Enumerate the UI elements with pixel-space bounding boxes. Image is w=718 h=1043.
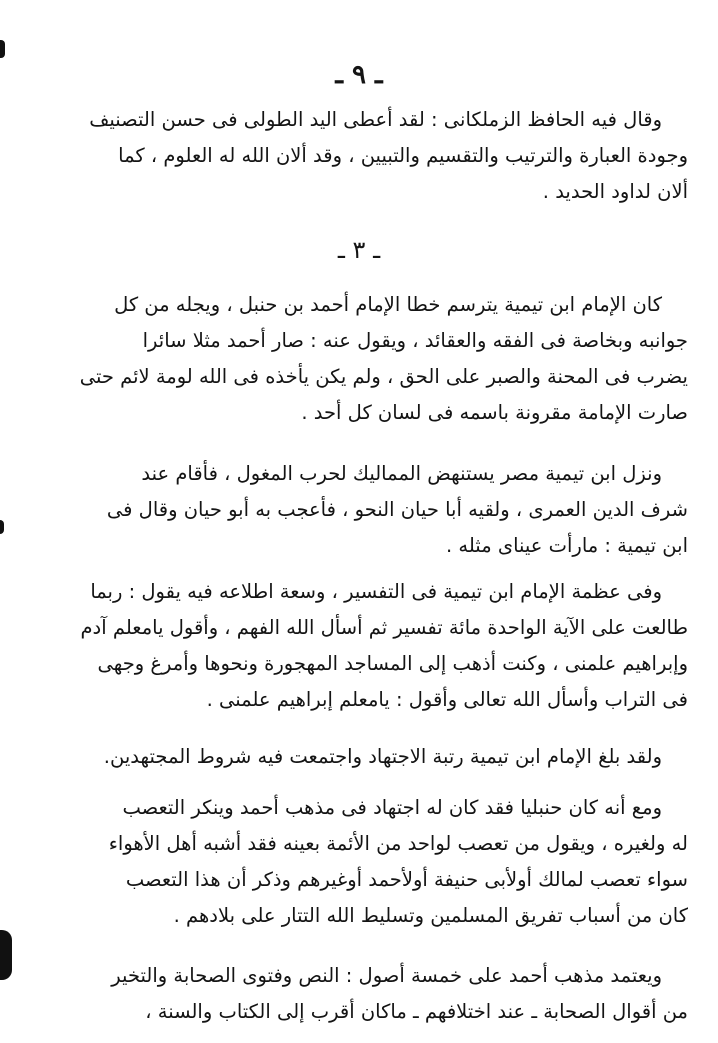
text-line: وإبراهيم علمنى ، وكنت أذهب إلى المساجد المهجورة ونحوها وأمرغ وجهى xyxy=(97,652,688,675)
paragraph-zamlakani-praise xyxy=(30,102,688,210)
text-line: فى التراب وأسأل الله تعالى وأقول : يامعلم إبراهيم علمنى . xyxy=(206,688,688,711)
text-line: وقال فيه الحافظ الزملكانى : لقد أعطى اليد الطولى فى حسن التصنيف xyxy=(89,108,662,131)
text-line: جوانبه وبخاصة فى الفقه والعقائد ، ويقول عنه : صار أحمد مثلا سائرا xyxy=(142,329,688,352)
text-line: ونزل ابن تيمية مصر يستنهض المماليك لحرب المغول ، فأقام عند xyxy=(141,462,662,485)
text-line: صارت الإمامة مقرونة باسمه فى لسان كل أحد . xyxy=(301,401,688,424)
paragraph-ijtihad xyxy=(30,739,688,775)
text-line: له ولغيره ، ويقول من تعصب لواحد من الأئمة بعينه فقد أشبه أهل الأهواء xyxy=(108,832,688,855)
text-line: يضرب فى المحنة والصبر على الحق ، ولم يكن يأخذه فى الله لومة لائم حتى xyxy=(79,365,688,388)
paragraph-imam-ahmad xyxy=(30,287,688,431)
paragraph-partisanship xyxy=(30,790,688,934)
text-line: طالعت على الآية الواحدة مائة تفسير ثم أسأل الله الفهم ، وأقول يامعلم آدم xyxy=(80,616,688,639)
paragraph-ahmad-principles xyxy=(30,958,688,1030)
scan-edge-mark xyxy=(0,40,5,58)
text-line: سواء تعصب لمالك أولأبى حنيفة أولأحمد أوغيرهم وذكر أن هذا التعصب xyxy=(125,868,688,891)
paragraph-tafsir xyxy=(30,574,688,718)
text-line: ولقد بلغ الإمام ابن تيمية رتبة الاجتهاد واجتمعت فيه شروط المجتهدين. xyxy=(103,745,662,768)
scan-edge-mark xyxy=(0,930,12,980)
scan-edge-mark xyxy=(0,520,4,534)
text-line: ابن تيمية : مارأت عيناى مثله . xyxy=(446,534,688,557)
text-line: ألان لداود الحديد . xyxy=(542,180,688,203)
text-line: ويعتمد مذهب أحمد على خمسة أصول : النص وفتوى الصحابة والتخير xyxy=(111,964,662,987)
text-line: ومع أنه كان حنبليا فقد كان له اجتهاد فى مذهب أحمد وينكر التعصب xyxy=(122,796,662,819)
section-number: ـ ٣ ـ xyxy=(337,236,381,264)
paragraph-egypt-visit xyxy=(30,456,688,564)
text-line: وفى عظمة الإمام ابن تيمية فى التفسير ، وسعة اطلاعه فيه يقول : ربما xyxy=(90,580,662,603)
text-line: من أقوال الصحابة ـ عند اختلافهم ـ ماكان أقرب إلى الكتاب والسنة ، xyxy=(145,1000,688,1023)
text-line: كان من أسباب تفريق المسلمين وتسليط الله التتار على بلادهم . xyxy=(173,904,688,927)
text-line: وجودة العبارة والترتيب والتقسيم والتبيين ، وقد ألان الله له العلوم ، كما xyxy=(118,144,688,167)
page-number: ـ ٩ ـ xyxy=(335,60,383,90)
text-line: شرف الدين العمرى ، ولقيه أبا حيان النحو ، فأعجب به أبو حيان وقال فى xyxy=(106,498,688,521)
text-line: كان الإمام ابن تيمية يترسم خطا الإمام أحمد بن حنبل ، ويجله من كل xyxy=(114,293,662,316)
